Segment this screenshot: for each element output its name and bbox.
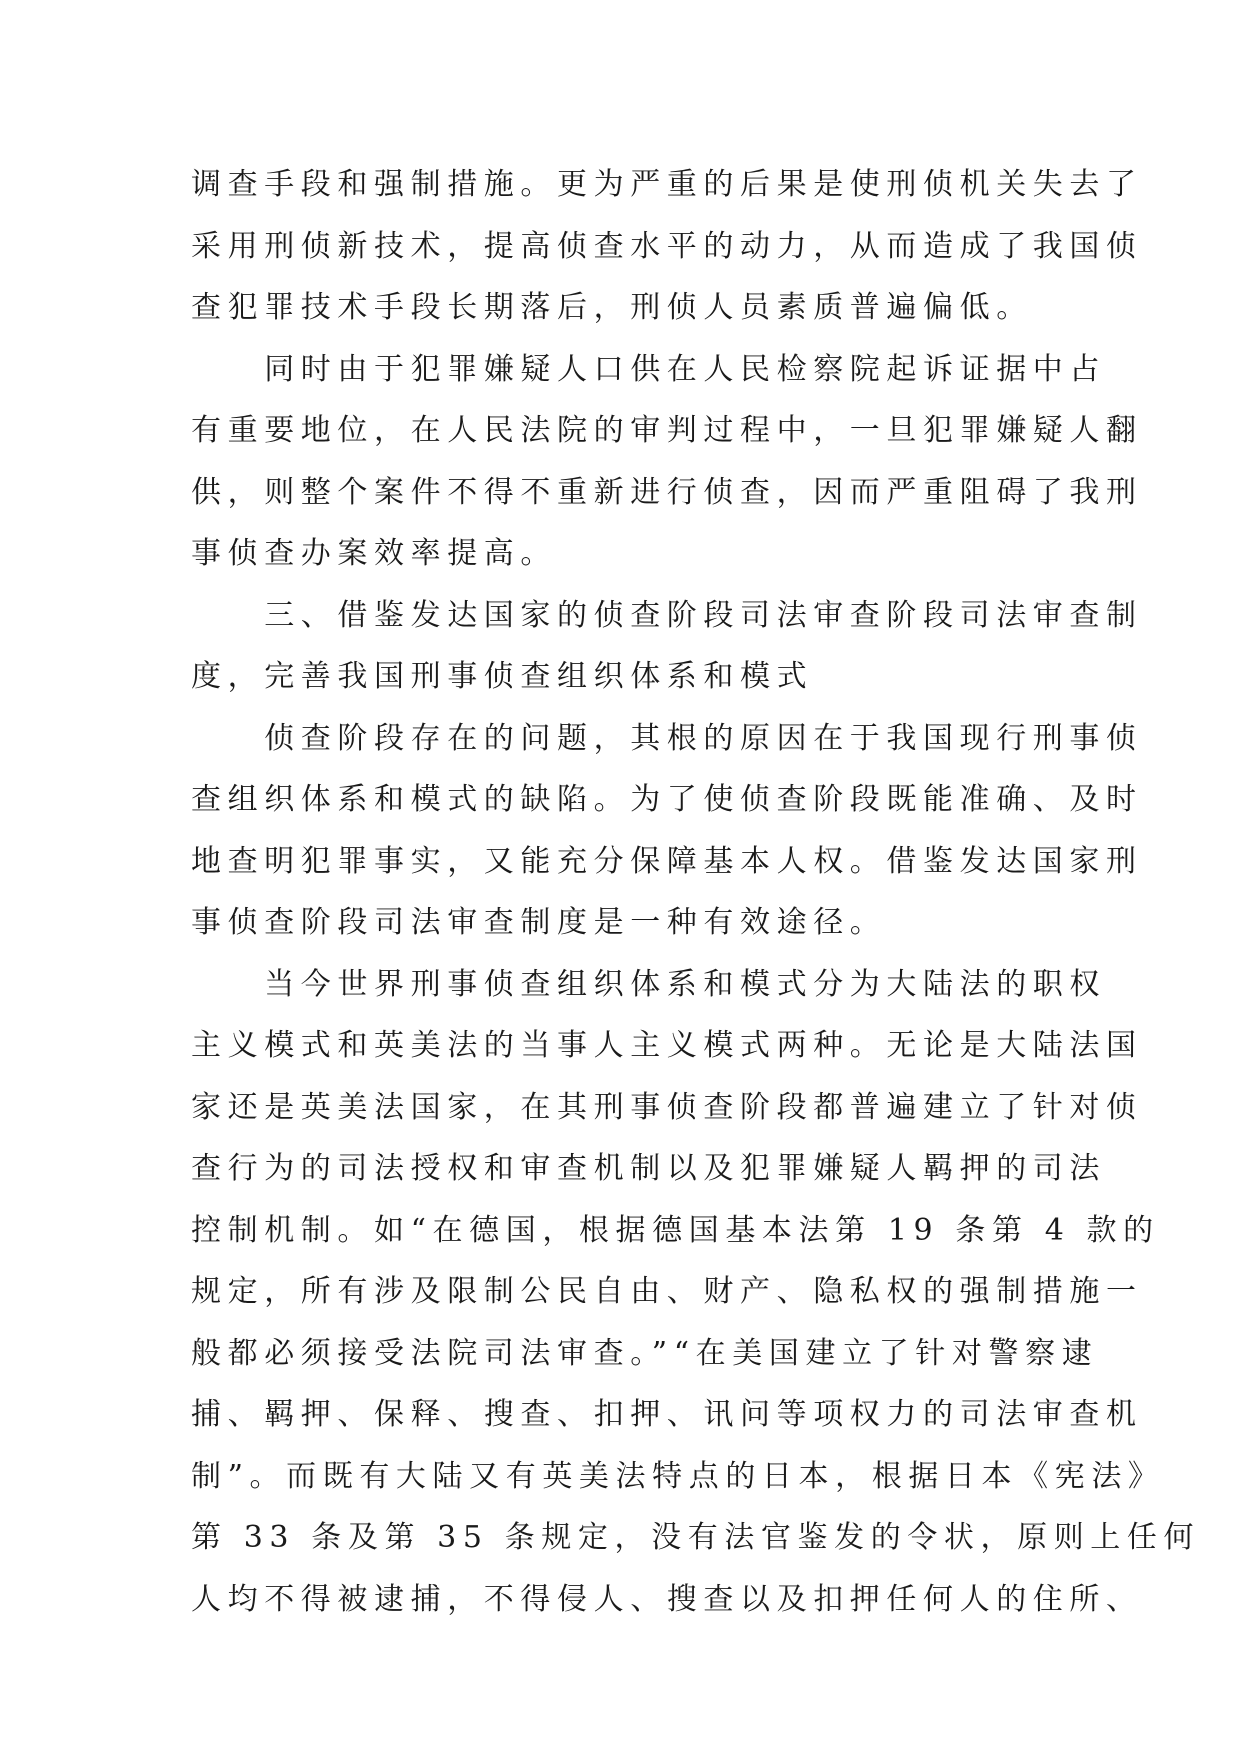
text-line: 主义模式和英美法的当事人主义模式两种。无论是大陆法国 xyxy=(191,1028,1143,1063)
text-line: 同时由于犯罪嫌疑人口供在人民检察院起诉证据中占 xyxy=(191,351,1106,387)
text-line: 事侦查阶段司法审查制度是一种有效途径。 xyxy=(191,905,887,940)
text-line: 有重要地位，在人民法院的审判过程中，一旦犯罪嫌疑人翻 xyxy=(191,413,1143,448)
text-line: 地查明犯罪事实，又能充分保障基本人权。借鉴发达国家刑 xyxy=(191,843,1143,879)
text-line: 控制机制。如“在德国，根据德国基本法第 19 条第 4 款的 xyxy=(191,1212,1160,1248)
text-line: 当今世界刑事侦查组织体系和模式分为大陆法的职权 xyxy=(191,966,1106,1002)
text-line: 侦查阶段存在的问题，其根的原因在于我国现行刑事侦 xyxy=(191,720,1143,756)
text-line: 度，完善我国刑事侦查组织体系和模式 xyxy=(191,659,814,694)
text-line: 查行为的司法授权和审查机制以及犯罪嫌疑人羁押的司法 xyxy=(191,1151,1106,1186)
text-line: 人均不得被逮捕，不得侵人、搜查以及扣押任何人的住所、 xyxy=(191,1581,1143,1617)
text-line: 制”。而既有大陆又有英美法特点的日本，根据日本《宪法》 xyxy=(191,1458,1165,1494)
body-text xyxy=(191,154,1201,1630)
text-line: 家还是英美法国家，在其刑事侦查阶段都普遍建立了针对侦 xyxy=(191,1089,1143,1125)
text-line: 捕、羁押、保释、搜查、扣押、讯问等项权力的司法审查机 xyxy=(191,1397,1143,1432)
text-line: 查犯罪技术手段长期落后，刑侦人员素质普遍偏低。 xyxy=(191,290,1033,325)
text-line: 调查手段和强制措施。更为严重的后果是使刑侦机关失去了 xyxy=(191,167,1143,202)
text-line: 第 33 条及第 35 条规定，没有法官鉴发的令状，原则上任何 xyxy=(191,1520,1201,1555)
text-line: 规定，所有涉及限制公民自由、财产、隐私权的强制措施一 xyxy=(191,1274,1143,1309)
text-line: 查组织体系和模式的缺陷。为了使侦查阶段既能准确、及时 xyxy=(191,782,1143,817)
text-line: 供，则整个案件不得不重新进行侦查，因而严重阻碍了我刑 xyxy=(191,474,1143,510)
text-line: 般都必须接受法院司法审查。”“在美国建立了针对警察逮 xyxy=(191,1335,1099,1371)
text-line: 采用刑侦新技术，提高侦查水平的动力，从而造成了我国侦 xyxy=(191,228,1143,264)
text-line: 事侦查办案效率提高。 xyxy=(191,536,557,571)
text-line: 三、借鉴发达国家的侦查阶段司法审查阶段司法审查制 xyxy=(191,597,1143,633)
